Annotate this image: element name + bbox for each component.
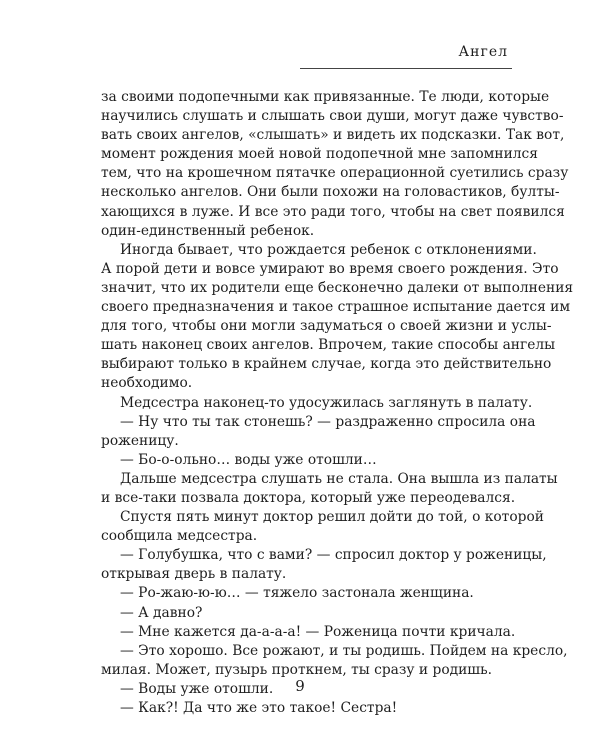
- text-line: — Ну что ты так стонешь? — раздраженно спросила она: [120, 413, 536, 430]
- text-line: за своими подопечными как привязанные. Те люди, которые: [101, 89, 550, 105]
- page-number: 9: [295, 677, 305, 695]
- text-line: выбирают только в крайнем случае, когда это действительно: [101, 356, 552, 373]
- text-line: — Голубушка, что с вами? — спросил доктор у роженицы,: [120, 547, 547, 564]
- text-line: вать своих ангелов, «слышать» и видеть их подсказки. Так вот,: [101, 127, 565, 144]
- text-line: А порой дети и вовсе умирают во время своего рождения. Это: [101, 260, 559, 277]
- text-line: — Воды уже отошли.: [120, 680, 274, 697]
- text-line: Спустя пять минут доктор решил дойти до той, о которой: [120, 509, 544, 526]
- running-head-rule: [300, 68, 512, 69]
- text-line: милая. Может, пузырь проткнем, ты сразу и родишь.: [101, 661, 493, 678]
- text-line: момент рождения моей новой подопечной мне запомнился: [101, 146, 538, 163]
- text-line: хающихся в луже. И все это ради того, чтобы на свет появился: [101, 203, 565, 220]
- running-head: [300, 44, 512, 70]
- text-line: — Ро-жаю-ю-ю… — тяжело застонала женщина.: [120, 585, 474, 602]
- text-line: своего предназначения и такое страшное испытание дается им: [101, 299, 571, 316]
- text-line: — А давно?: [120, 604, 203, 621]
- text-line: шать наконец своих ангелов. Впрочем, такие способы ангелы: [101, 337, 556, 354]
- running-head-title: Ангел: [458, 44, 508, 60]
- text-line: необходимо.: [101, 375, 193, 392]
- text-line: для того, чтобы они могли задуматься о своей жизни и услы-: [101, 318, 552, 335]
- text-line: и все-таки позвала доктора, который уже переодевался.: [101, 489, 516, 506]
- text-line: открывая дверь в палату.: [101, 566, 287, 583]
- text-line: значит, что их родители еще бесконечно далеки от выполнения: [101, 279, 574, 296]
- text-line: — Как?! Да что же это такое! Сестра!: [120, 700, 398, 716]
- text-line: роженицу.: [101, 432, 179, 449]
- text-line: — Мне кажется да-а-а-а! — Роженица почти кричала.: [120, 623, 516, 640]
- body-text: [101, 88, 574, 718]
- text-line: один-единственный ребенок.: [101, 222, 315, 239]
- text-line: тем, что на крошечном пятачке операционной суетились сразу: [101, 165, 569, 182]
- text-line: — Бо-о-ольно… воды уже отошли…: [120, 451, 377, 468]
- text-line: — Это хорошо. Все рожают, и ты родишь. Пойдем на кресло,: [120, 642, 568, 659]
- text-line: Иногда бывает, что рождается ребенок с отклонениями.: [120, 241, 537, 258]
- text-line: несколько ангелов. Они были похожи на головастиков, булты-: [101, 184, 560, 201]
- text-line: сообщила медсестра.: [101, 528, 258, 545]
- text-line: Медсестра наконец-то удосужилась заглянуть в палату.: [120, 394, 533, 411]
- text-line: научились слушать и слышать свои души, могут даже чувство-: [101, 108, 564, 125]
- text-line: Дальше медсестра слушать не стала. Она вышла из палаты: [120, 470, 558, 487]
